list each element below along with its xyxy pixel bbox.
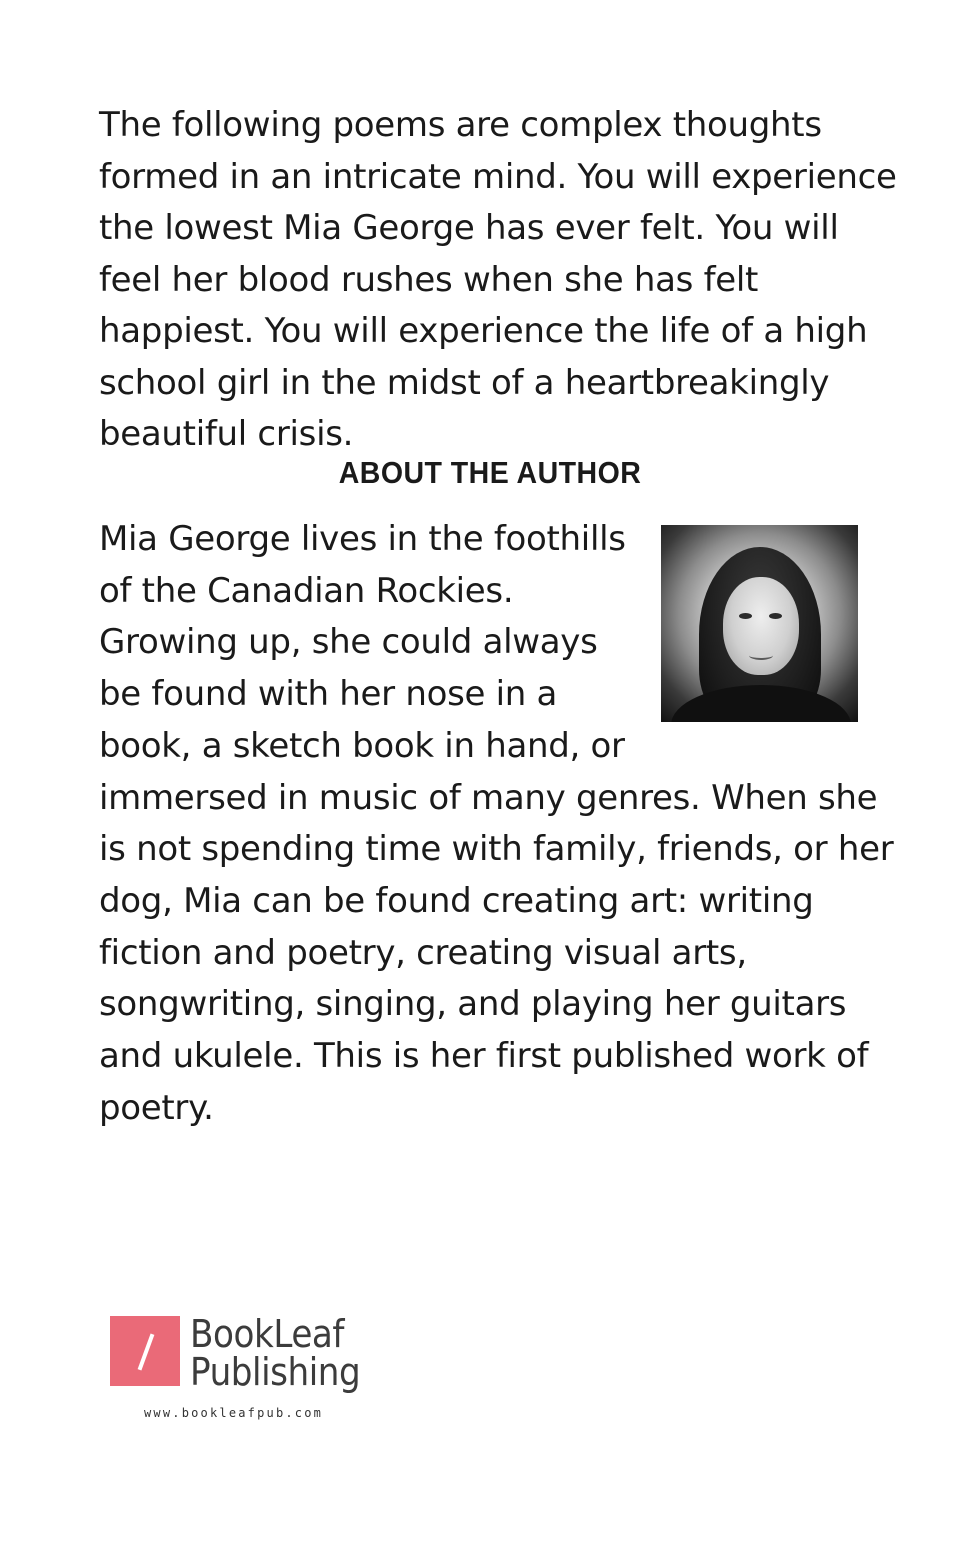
publisher-name-line1: BookLeaf xyxy=(190,1312,345,1356)
about-author-heading: ABOUT THE AUTHOR xyxy=(338,455,642,490)
publisher-name-line2: Publishing xyxy=(190,1350,361,1394)
book-blurb: The following poems are complex thoughts formed in an intricate mind. You will experience the lowest Mia George has ever felt. You will feel her blood rushes when she has felt happiest. You will experience the life of a high school girl in the midst of a heartbreakingly beautiful crisis. xyxy=(99,105,897,454)
publisher-logo xyxy=(110,1312,380,1426)
publisher-website: www.bookleafpub.com xyxy=(144,1406,324,1420)
author-bio xyxy=(99,514,894,1134)
author-bio-text: Mia George lives in the foothills of the Canadian Rockies. Growing up, she could always be found with her nose in a book, a sketch book in hand, or immersed in music of many genres. When she is not spending time with family, friends, or her dog, Mia can be found creating art: writing fiction and poetry, creating visual arts, songwriting, singing, and playing her guitars and ukulele. This is her first published work of poetry. xyxy=(99,519,894,1128)
author-photo xyxy=(661,525,858,722)
bookleaf-slash-icon xyxy=(110,1316,180,1386)
